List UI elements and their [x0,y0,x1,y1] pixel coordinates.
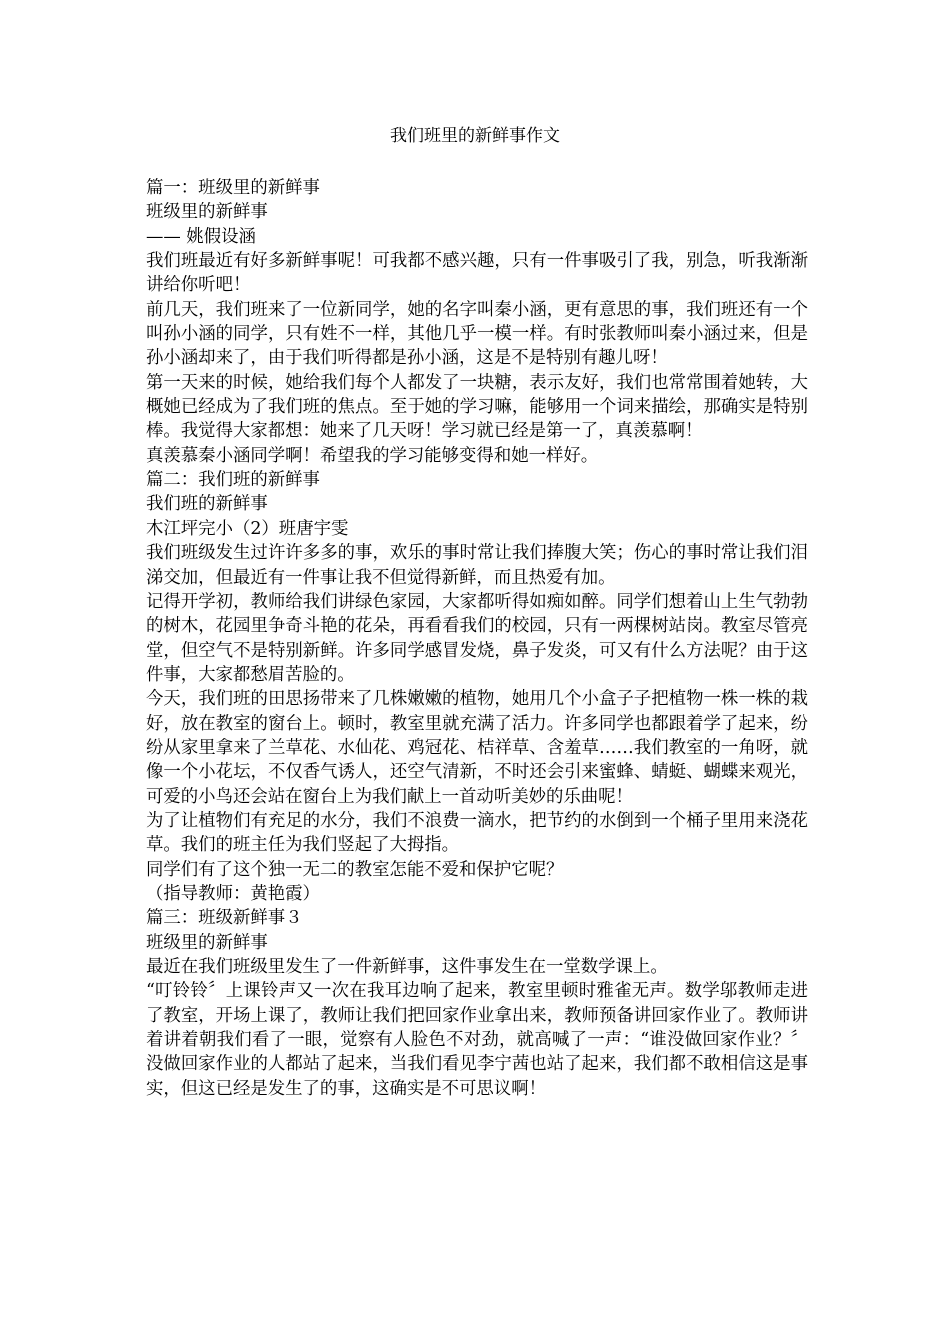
paragraph: 同学们有了这个独一无二的教室怎能不爱和保护它呢？ [146,859,564,880]
teacher-note: （指导教师：黄艳霞） [146,883,320,904]
essay-title: 班级里的新鲜事 [146,932,268,953]
paragraph: 记得开学初，教师给我们讲绿色家园，大家都听得如痴如醉。同学们想着山上生气勃勃的树木，花园里争奇斗艳的花朵，再看看我们的校园，只有一两棵树站岗。教室尽管亮堂，但空气不是特别新鲜。许多同学感冒发烧，鼻子发炎，可又有什么方法呢？由于这件事，大家都愁眉苦脸的。 [146,591,808,685]
paragraph: 最近在我们班级里发生了一件新鲜事，这件事发生在一堂数学课上。 [146,957,668,977]
section-heading: 篇二：我们班的新鲜事 [146,470,320,491]
document-body [146,176,808,1101]
author-line: 木江坪完小（2）班唐宇雯 [146,518,349,539]
paragraph: 前几天，我们班来了一位新同学，她的名字叫秦小涵，更有意思的事，我们班还有一个叫孙小涵的同学，只有姓不一样，其他几乎一模一样。有时张教师叫秦小涵过来，但是孙小涵却来了，由于我们听得都是孙小涵，这是不是特别有趣儿呀！ [146,299,808,369]
paragraph: 今天，我们班的田思扬带来了几株嫩嫩的植物，她用几个小盒子子把植物一株一株的栽好，放在教室的窗台上。顿时，教室里就充满了活力。许多同学也都跟着学了起来，纷纷从家里拿来了兰草花、水仙花、鸡冠花、桔祥草、含羞草……我们教室的一角呀，就像一个小花坛，不仅香气诱人，还空气清新，不时还会引来蜜蜂、蜻蜓、蝴蝶来观光，可爱的小鸟还会站在窗台上为我们献上一首动听美妙的乐曲呢！ [146,689,808,807]
essay-title: 班级里的新鲜事 [146,202,268,223]
section-heading: 篇三：班级新鲜事３ [146,908,303,929]
paragraph: 我们班级发生过许许多多的事，欢乐的事时常让我们捧腹大笑；伤心的事时常让我们泪涕交加，但最近有一件事让我不但觉得新鲜，而且热爱有加。 [146,543,808,588]
document-title: 我们班里的新鲜事作文 [390,126,560,146]
paragraph: “叮铃铃〞上课铃声又一次在我耳边响了起来，教室里顿时雅雀无声。数学邬教师走进了教室，开场上课了，教师让我们把回家作业拿出来，教师预备讲回家作业了。教师讲着讲着朝我们看了一眼，觉察有人脸色不对劲，就高喊了一声：“谁没做回家作业？〞没做回家作业的人都站了起来，当我们看见李宁茜也站了起来，我们都不敢相信这是事实，但这已经是发生了的事，这确实是不可思议啊！ [146,981,808,1099]
paragraph: 真羡慕秦小涵同学啊！希望我的学习能够变得和她一样好。 [146,445,599,466]
author-line: —— 姚假设涵 [146,226,256,247]
paragraph: 我们班最近有好多新鲜事呢！可我都不感兴趣，只有一件事吸引了我，别急，听我渐渐讲给你听吧！ [146,251,808,296]
paragraph: 第一天来的时候，她给我们每个人都发了一块糖，表示友好，我们也常常围着她转，大概她已经成为了我们班的焦点。至于她的学习嘛，能够用一个词来描绘，那确实是特别棒。我觉得大家都想：她来了几天呀！学习就已经是第一了，真羡慕啊！ [146,372,808,442]
paragraph: 为了让植物们有充足的水分，我们不浪费一滴水，把节约的水倒到一个桶子里用来浇花草。我们的班主任为我们竖起了大拇指。 [146,810,808,856]
section-heading: 篇一：班级里的新鲜事 [146,178,320,198]
essay-title: 我们班的新鲜事 [146,494,268,515]
